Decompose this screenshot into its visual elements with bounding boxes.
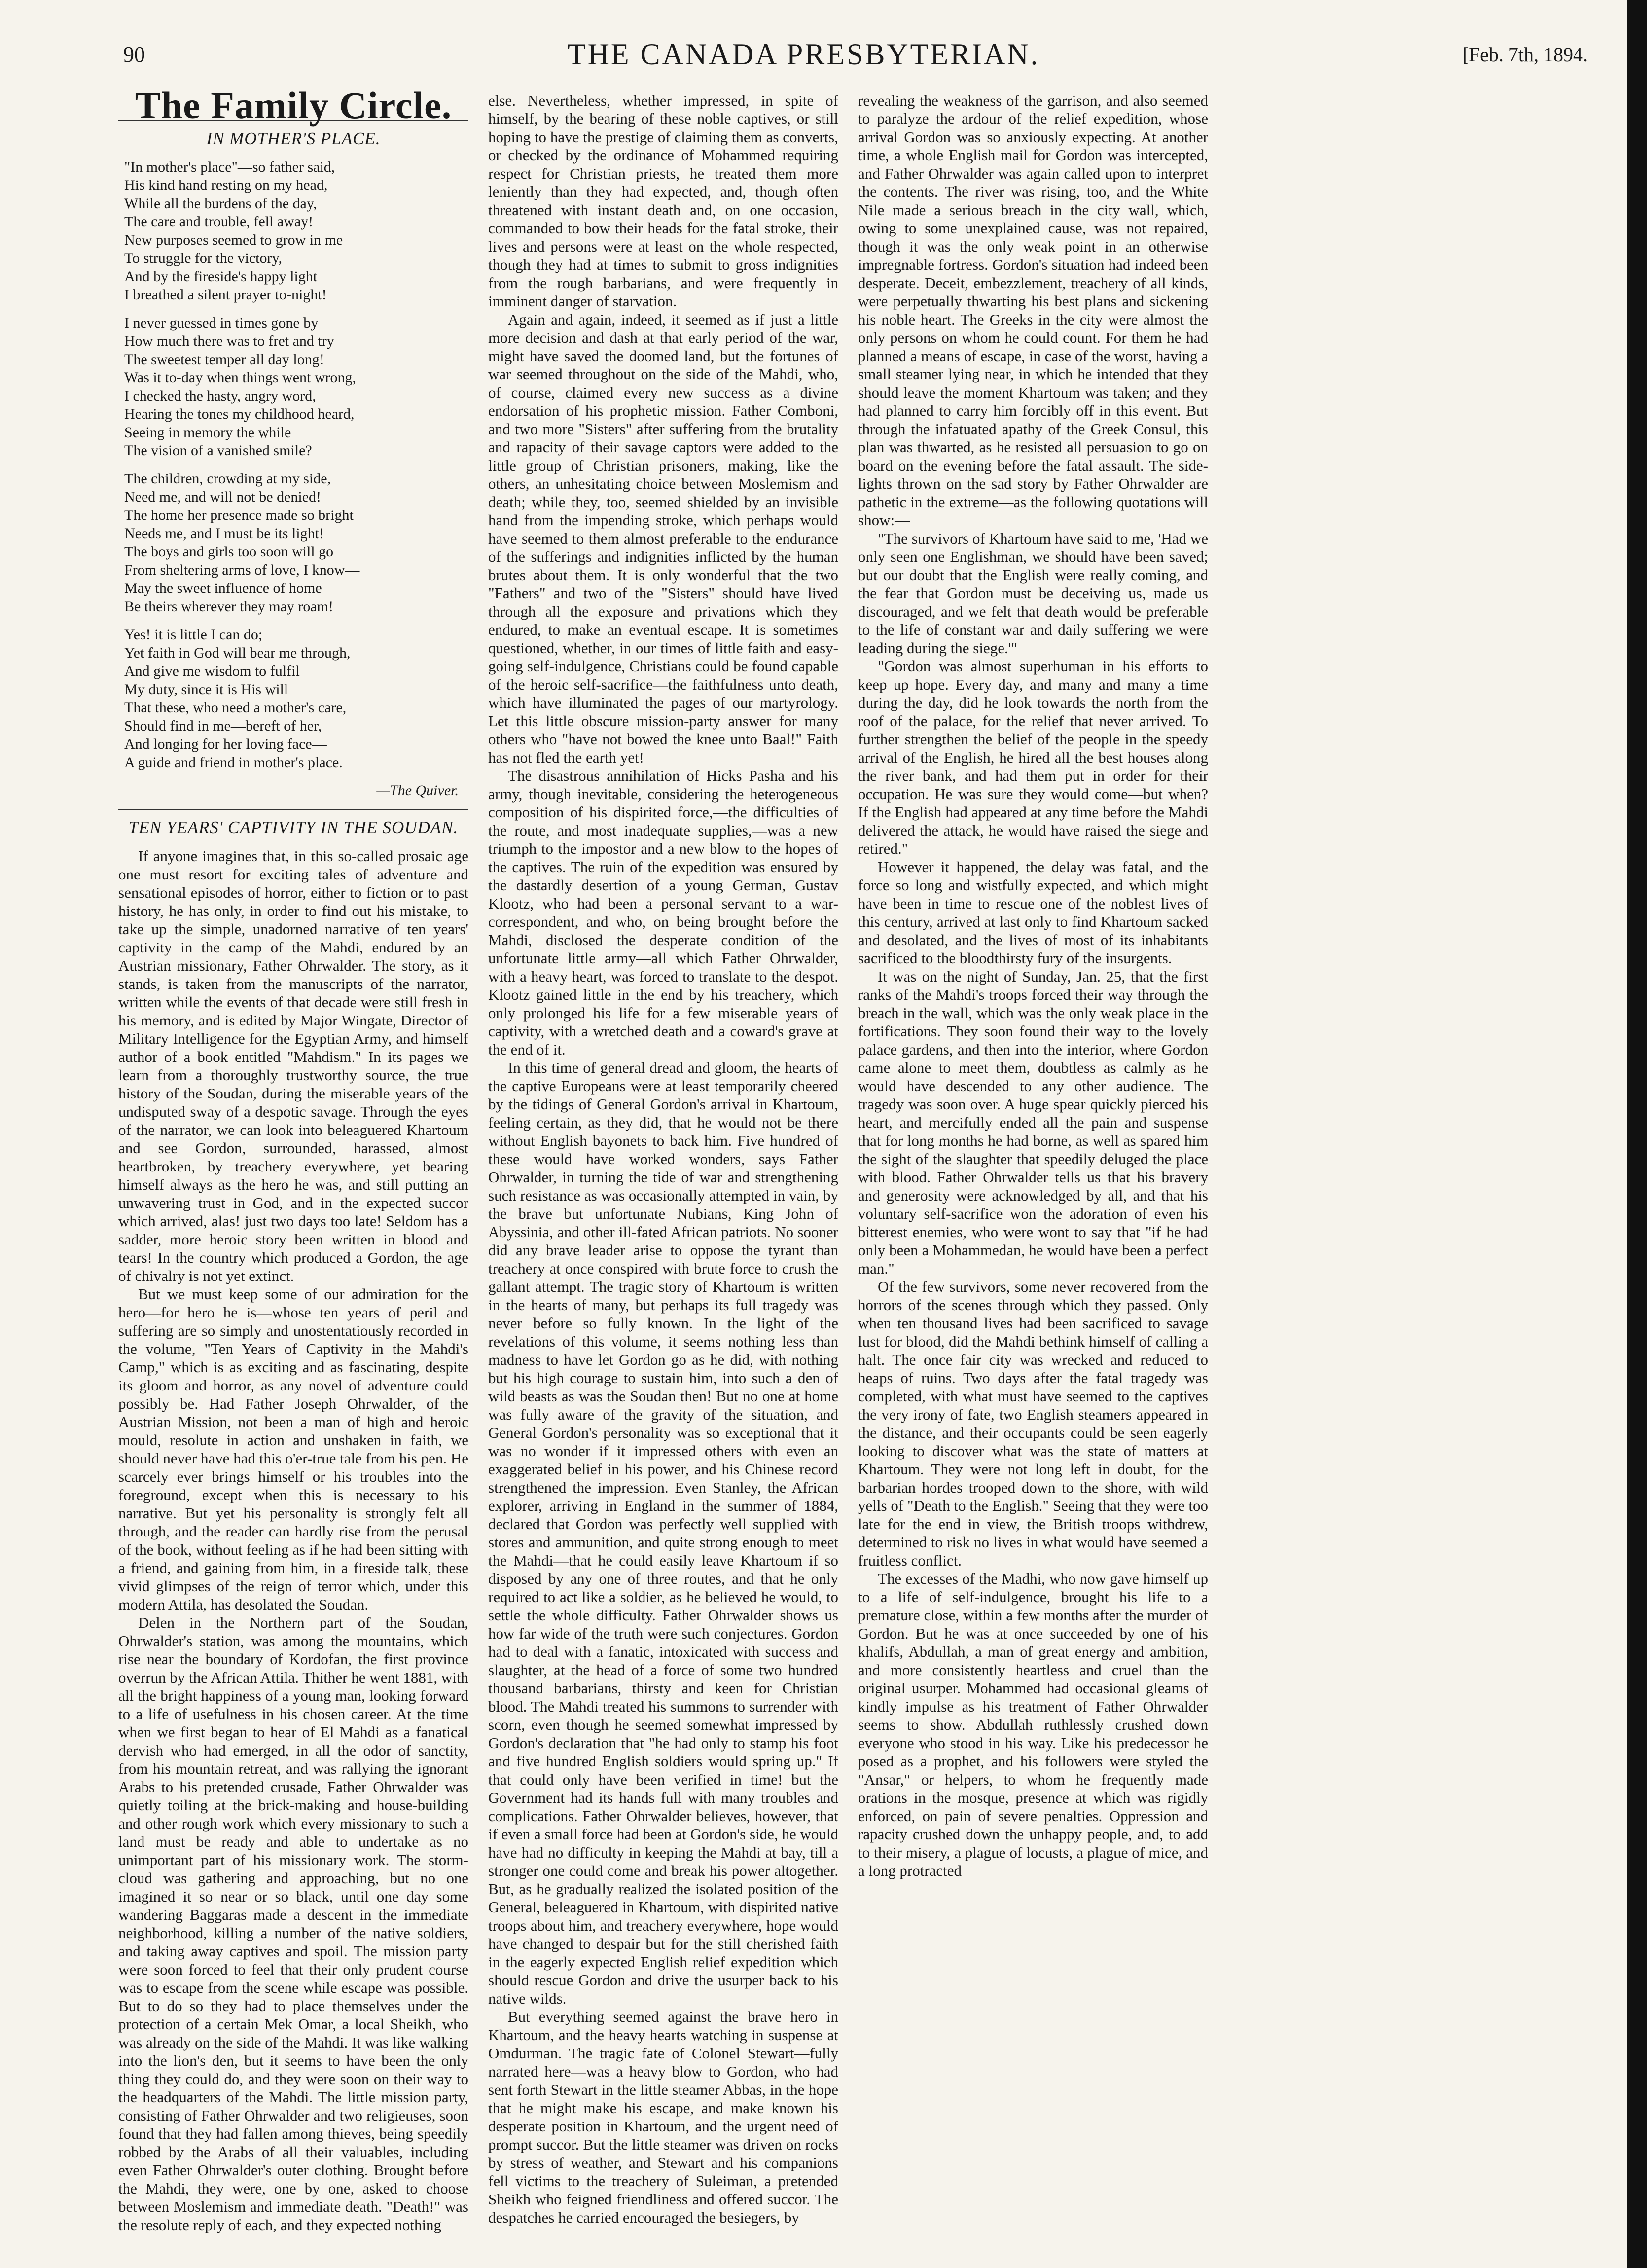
article-paragraph: "The survivors of Khartoum have said to me, 'Had we only seen one Englishman, we should have been saved; but our doubt that the English were really coming, and the fear that Gordon must be deceiving us, made us discouraged, and we felt that death would be preferable to the life of constant war and daily suffering we were leading during the siege.'" xyxy=(858,530,1208,657)
poem-title: IN MOTHER'S PLACE. xyxy=(206,129,381,148)
poem-line: That these, who need a mother's care, xyxy=(124,699,347,716)
column-1 xyxy=(118,91,468,2242)
poem-line: Be theirs wherever they may roam! xyxy=(124,598,333,615)
divider xyxy=(118,809,468,810)
poem-line: The sweetest temper all day long! xyxy=(124,351,324,367)
poem-line: May the sweet influence of home xyxy=(124,580,322,596)
poem-line: I checked the hasty, angry word, xyxy=(124,388,316,404)
poem-line: The home her presence made so bright xyxy=(124,507,354,523)
poem-line: My duty, since it is His will xyxy=(124,681,288,697)
poem-line: From sheltering arms of love, I know— xyxy=(124,562,360,578)
masthead: THE CANADA PRESBYTERIAN. xyxy=(567,37,1040,71)
poem-credit: —The Quiver. xyxy=(376,782,459,799)
article-columns xyxy=(118,91,1583,2242)
article-paragraph: If anyone imagines that, in this so-called prosaic age one must resort for exciting tales of adventure and sensational episodes of horror, either to fiction or to past history, he has only, in order to find out his mistake, to take up the simple, unadorned narrative of ten years' captivity in the camp of the Mahdi, endured by an Austrian missionary, Father Ohrwalder. The story, as it stands, is taken from the manuscripts of the narrator, written while the events of that decade were still fresh in his memory, and is edited by Major Wingate, Director of Military Intelligence for the Egyptian Army, and himself author of a book entitled "Mahdism." In its pages we learn from a thoroughly trustworthy source, the true history of the Soudan, during the miserable years of the undisputed sway of a despotic savage. Through the eyes of the narrator, we can look into beleaguered Khartoum and see Gordon, surrounded, harassed, almost heartbroken, by treachery everywhere, yet bearing himself always as the hero he was, and still putting an unwavering trust in God, and in the expected succor which arrived, alas! just two days too late! Seldom has a sadder, more heroic story been written in blood and tears! In the country which produced a Gordon, the age of chivalry is not yet extinct. xyxy=(118,847,468,1284)
article-paragraph: else. Nevertheless, whether impressed, in spite of himself, by the bearing of these noble captives, or still hoping to have the prestige of claiming them as converts, or checked by the ordinance of Mohammed requiring respect for Christian priests, he treated them more leniently than they had expected, and, though often threatened with instant death and, on one occasion, commanded to bow their heads for the fatal stroke, their lives and persons were at least on the whole respected, though they had at times to submit to gross indignities from the rough barbarians, and were frequently in imminent danger of starvation. xyxy=(488,92,838,310)
poem-line: I never guessed in times gone by xyxy=(124,315,319,331)
poem-line: And by the fireside's happy light xyxy=(124,268,318,285)
poem-line: New purposes seemed to grow in me xyxy=(124,232,343,248)
page-header xyxy=(123,35,1588,74)
column-2 xyxy=(488,91,838,2242)
poem-line: "In mother's place"—so father said, xyxy=(124,159,335,175)
poem-line: Yes! it is little I can do; xyxy=(124,626,263,643)
poem-line: The children, crowding at my side, xyxy=(124,471,331,487)
poem-line: And give me wisdom to fulfil xyxy=(124,663,300,679)
poem-line: Need me, and will not be denied! xyxy=(124,489,322,505)
column-3 xyxy=(858,91,1208,2242)
poem-line: Hearing the tones my childhood heard, xyxy=(124,406,355,422)
article-paragraph: Of the few survivors, some never recovered from the horrors of the scenes through which they passed. Only when ten thousand lives had been sacrificed to savage lust for blood, did the Mahdi bethink himself of calling a halt. The once fair city was wrecked and reduced to heaps of ruins. Two days after the fatal tragedy was completed, with what must have seemed to the captives the very irony of fate, two English steamers appeared in the distance, and their occupants could be seen eagerly looking to discover what was the state of matters at Khartoum. They were not long left in doubt, for the barbarian hordes trooped down to the shore, with wild yells of "Death to the English." Seeing that they were too late for the end in view, the British troops withdrew, determined to risk no lives in what would have seemed a fruitless conflict. xyxy=(858,1278,1208,1569)
poem-line: His kind hand resting on my head, xyxy=(124,177,328,193)
poem-line: How much there was to fret and try xyxy=(124,333,334,349)
article-paragraph: revealing the weakness of the garrison, and also seemed to paralyze the ardour of the relief expedition, whose arrival Gordon was so anxiously expecting. At another time, a whole English mail for Gordon was intercepted, and Father Ohrwalder was again called upon to interpret the contents. The river was rising, too, and the White Nile made a serious breach in the city wall, which, owing to some unexplained cause, was not repaired, though it was the only weak point in an otherwise impregnable fortress. Gordon's situation had indeed been desperate. Deceit, embezzlement, treachery of all kinds, were perpetually thwarting his best plans and sickening his noble heart. The Greeks in the city were almost the only persons on whom he could count. For them he had planned a means of escape, in case of the worst, having a small steamer lying near, in which he intended that they should leave the moment Khartoum was taken; and they had planned to carry him forcibly off in this event. But through the infatuated apathy of the Greek Consul, this plan was thwarted, as he resisted all persuasion to go on board on the evening before the fatal assault. The side-lights thrown on the sad story by Father Ohrwalder are pathetic in the extreme—as the following quotations will show:— xyxy=(858,92,1208,529)
poem-line: Needs me, and I must be its light! xyxy=(124,525,324,542)
article-flow-1 xyxy=(118,847,468,2234)
poem-line: The vision of a vanished smile? xyxy=(124,442,312,459)
article-paragraph: Again and again, indeed, it seemed as if just a little more decision and dash at that early period of the war, might have saved the doomed land, but the fortunes of war seemed throughout on the side of the Mahdi, who, of course, claimed every new success as a divine endorsation of his prophetic mission. Father Comboni, and two more "Sisters" after suffering from the brutality and rapacity of their savage captors were added to the little group of Christian prisoners, making, like the others, an unhesitating choice between Moslemism and death; while they, too, seemed shielded by an invisible hand from the impending stroke, which perhaps would have seemed to them almost preferable to the endurance of the sufferings and indignities inflicted by the human brutes about them. It is only wonderful that the two "Fathers" and two of the "Sisters" should have lived through all the exposure and privations which they endured, to make an eventual escape. It is sometimes questioned, whether, in our times of little faith and easy-going self-indulgence, Christians could be found capable of the heroic self-sacrifice—the faithfulness unto death, which have illuminated the pages of our martyrology. Let this little obscure mission-party answer for many others who "have not bowed the knee unto Baal!" Faith has not fled the earth yet! xyxy=(488,311,838,766)
issue-date: [Feb. 7th, 1894. xyxy=(1462,43,1588,66)
poem-stanza xyxy=(124,470,468,616)
poem-line: The boys and girls too soon will go xyxy=(124,544,334,560)
poem-line: While all the burdens of the day, xyxy=(124,195,317,212)
poem-line: And longing for her loving face— xyxy=(124,736,327,752)
article-paragraph: The disastrous annihilation of Hicks Pasha and his army, though inevitable, considering the heterogeneous composition of his dispirited force,—the difficulties of the route, and most inadequate supplies,—was a new triumph to the impostor and a new blow to the hopes of the captives. The ruin of the expedition was ensured by the dastardly desertion of a young German, Gustav Klootz, who had been a personal servant to a war-correspondent, and who, on being brought before the Mahdi, disclosed the desperate condition of the unfortunate little army—all which Father Ohrwalder, with a heavy heart, was forced to translate to the despot. Klootz gained little in the end by his treachery, which only prolonged his life for a few miserable years of captivity, with a wretched death and a coward's grave at the end of it. xyxy=(488,767,838,1058)
poem-body xyxy=(118,158,468,771)
poem-line: To struggle for the victory, xyxy=(124,250,283,266)
article-paragraph: But everything seemed against the brave hero in Khartoum, and the heavy hearts watching in suspense at Omdurman. The tragic fate of Colonel Stewart—fully narrated here—was a heavy blow to Gordon, who had sent forth Stewart in the little steamer Abbas, in the hope that he might make his escape, and make known his desperate position in Khartoum, and the urgent need of prompt succor. But the little steamer was driven on rocks by stress of weather, and Stewart and his companions fell victims to the treachery of Suleiman, a pretended Sheikh who feigned friendliness and offered succor. The despatches he carried encouraged the besiegers, by xyxy=(488,2008,838,2226)
column-4 xyxy=(1228,91,1578,2242)
poem-stanza xyxy=(124,625,468,771)
article-paragraph: But we must keep some of our admiration for the hero—for hero he is—whose ten years of peril and suffering are so simply and unostentatiously recorded in the volume, "Ten Years of Captivity in the Mahdi's Camp," which is as exciting and as fascinating, despite its gloom and horror, as any novel of adventure could possibly be. Had Father Joseph Ohrwalder, of the Austrian Mission, not been a man of high and heroic mould, resolute in action and unshaken in faith, we should never have had this o'er-true tale from his pen. He scarcely ever brings himself or his troubles into the foreground, except when this is necessary to his narrative. But yet his personality is strongly felt all through, and the reader can hardly rise from the perusal of the book, without feeling as if he had been sitting with a friend, and gaining from him, in a fireside talk, these vivid glimpses of the reign of terror which, under this modern Attila, has desolated the Soudan. xyxy=(118,1285,468,1613)
poem-line: Was it to-day when things went wrong, xyxy=(124,369,357,386)
article-paragraph: The excesses of the Madhi, who now gave himself up to a life of self-indulgence, brought his life to a premature close, within a few months after the murder of Gordon. But he was at once succeeded by one of his khalifs, Abdullah, a man of great energy and ambition, and more consistently heartless and cruel than the original usurper. Mohammed had occasional gleams of kindly impulse as his treatment of Father Ohrwalder seems to show. Abdullah ruthlessly crushed down everyone who stood in his way. Like his predecessor he posed as a prophet, and his followers were styled the "Ansar," or helpers, to whom he frequently made orations in the mosque, presence at which was rigidly enforced, on pain of severe penalties. Oppression and rapacity crushed down the unhappy people, and, to add to their misery, a plague of locusts, a plague of mice, and a long protracted xyxy=(858,1570,1208,1879)
article-paragraph: However it happened, the delay was fatal, and the force so long and wistfully expected, and which might have been in time to rescue one of the noblest lives of this century, arrived at last only to find Khartoum sacked and desolated, and the lives of most of its inhabitants sacrificed to the bloodthirsty fury of the insurgents. xyxy=(858,858,1208,967)
poem-line: The care and trouble, fell away! xyxy=(124,214,314,230)
page-edge xyxy=(1627,0,1647,2268)
poem-line: A guide and friend in mother's place. xyxy=(124,754,343,770)
poem-line: I breathed a silent prayer to-night! xyxy=(124,287,327,303)
article-paragraph: It was on the night of Sunday, Jan. 25, that the first ranks of the Mahdi's troops forced their way through the breach in the wall, which was the only weak place in the fortifications. They soon found their way to the lovely palace gardens, and then into the interior, where Gordon came alone to meet them, doubtless as calmly as he would have descended to any other audience. The tragedy was soon over. A huge spear quickly pierced his heart, and mercifully ended all the pain and suspense that for long months he had borne, as well as spared him the sight of the slaughter that speedily deluged the place with blood. Father Ohrwalder tells us that his bravery and generosity were acknowledged by all, and that his voluntary self-sacrifice won the adoration of even his bitterest enemies, who were wont to say that "if he had only been a Mohammedan, he would have been a perfect man." xyxy=(858,968,1208,1277)
poem-line: Should find in me—bereft of her, xyxy=(124,718,322,734)
poem-line: Seeing in memory the while xyxy=(124,424,291,440)
article-title: TEN YEARS' CAPTIVITY IN THE SOUDAN. xyxy=(128,818,459,837)
article-paragraph: Delen in the Northern part of the Soudan, Ohrwalder's station, was among the mountains, which rise near the boundary of Kordofan, the first province overrun by the African Attila. Thither he went 1881, with all the bright happiness of a young man, looking forward to a life of usefulness in his chosen career. At the time when we first began to hear of El Mahdi as a fanatical dervish who had emerged, in all the odor of sanctity, from his mountain retreat, and was rallying the ignorant Arabs to his pretended crusade, Father Ohrwalder was quietly toiling at the brick-making and house-building and other rough work which every missionary to such a land must be ready and able to undertake as no unimportant part of his missionary work. The storm-cloud was gathering and approaching, but no one imagined it so near or so black, until one day some wandering Baggaras made a descent in the immediate neighborhood, killing a number of the native soldiers, and taking away captives and spoil. The mission party were soon forced to feel that their only prudent course was to escape from the scene while escape was possible. But to do so they had to place themselves under the protection of a certain Mek Omar, a local Sheikh, who was already on the side of the Mahdi. It was like walking into the lion's den, but it seems to have been the only thing they could do, and they were soon on their way to the headquarters of the Mahdi. The little mission party, consisting of Father Ohrwalder and two religieuses, soon found that they had fallen among thieves, being speedily robbed by the Arabs of all their valuables, including even Father Ohrwalder's outer clothing. Brought before the Mahdi, they were, one by one, asked to choose between Moslemism and immediate death. "Death!" was the resolute reply of each, and they expected nothing xyxy=(118,1614,468,2233)
page-number: 90 xyxy=(123,42,145,67)
poem-line: Yet faith in God will bear me through, xyxy=(124,645,351,661)
poem-stanza xyxy=(124,158,468,304)
article-paragraph: "Gordon was almost superhuman in his efforts to keep up hope. Every day, and many and many a time during the day, did he look towards the north from the roof of the palace, for the relief that never arrived. To further strengthen the belief of the people in the speedy arrival of the English, he hired all the best houses along the river bank, and had them put in order for their occupation. He was sure they would come—but when? If the English had appeared at any time before the Mahdi delivered the attack, he would have raised the siege and retired." xyxy=(858,658,1208,857)
article-paragraph: In this time of general dread and gloom, the hearts of the captive Europeans were at least temporarily cheered by the tidings of General Gordon's arrival in Khartoum, feeling certain, as they did, that he would not be there without English bayonets to back him. Five hundred of these would have worked wonders, says Father Ohrwalder, in turning the tide of war and strengthening such resistance as was occasionally attempted in vain, by the brave but unfortunate Nubians, King John of Abyssinia, and other ill-fated African patriots. No sooner did any brave leader arise to oppose the tyrant than treachery at once conspired with brute force to crush the gallant attempt. The tragic story of Khartoum is written in the hearts of many, but perhaps its full tragedy was never before so fully known. In the light of the revelations of this volume, it seems nothing less than madness to have let Gordon go as he did, with nothing but his high courage to sustain him, into such a den of wild beasts as was the Soudan then! But no one at home was fully aware of the gravity of the situation, and General Gordon's personality was so exceptional that it was no wonder if it impressed others with even an exaggerated belief in his power, and his Chinese record strengthened the impression. Even Stanley, the African explorer, arriving in England in the summer of 1884, declared that Gordon was perfectly well supplied with stores and ammunition, and quite strong enough to meet the Mahdi—that he could easily leave Khartoum if so disposed by any one of three routes, and that he only required to act like a soldier, as he believed he would, to settle the whole difficulty. Father Ohrwalder shows us how far wide of the truth were such conjectures. Gordon had to deal with a fanatic, intoxicated with success and slaughter, at the head of a force of some two hundred thousand barbarians, thirsty and keen for Christian blood. The Mahdi treated his summons to surrender with scorn, even though he seemed somewhat impressed by Gordon's declaration that "he had only to stamp his foot and five hundred English soldiers would spring up." If that could only have been verified in time! but the Government had its hands full with many troubles and complications. Father Ohrwalder believes, however, that if even a small force had been at Gordon's side, he would have had no difficulty in keeping the Mahdi at bay, till a stronger one could come and break his power altogether. But, as he gradually realized the isolated position of the General, beleaguered in Khartoum, with dispirited native troops about him, and treachery everywhere, hope would have changed to despair but for the still cherished faith in the eagerly expected English relief expedition which should rescue Gordon and drive the usurper back to his native wilds. xyxy=(488,1059,838,2007)
section-title: The Family Circle. xyxy=(135,91,452,127)
poem-stanza xyxy=(124,314,468,460)
